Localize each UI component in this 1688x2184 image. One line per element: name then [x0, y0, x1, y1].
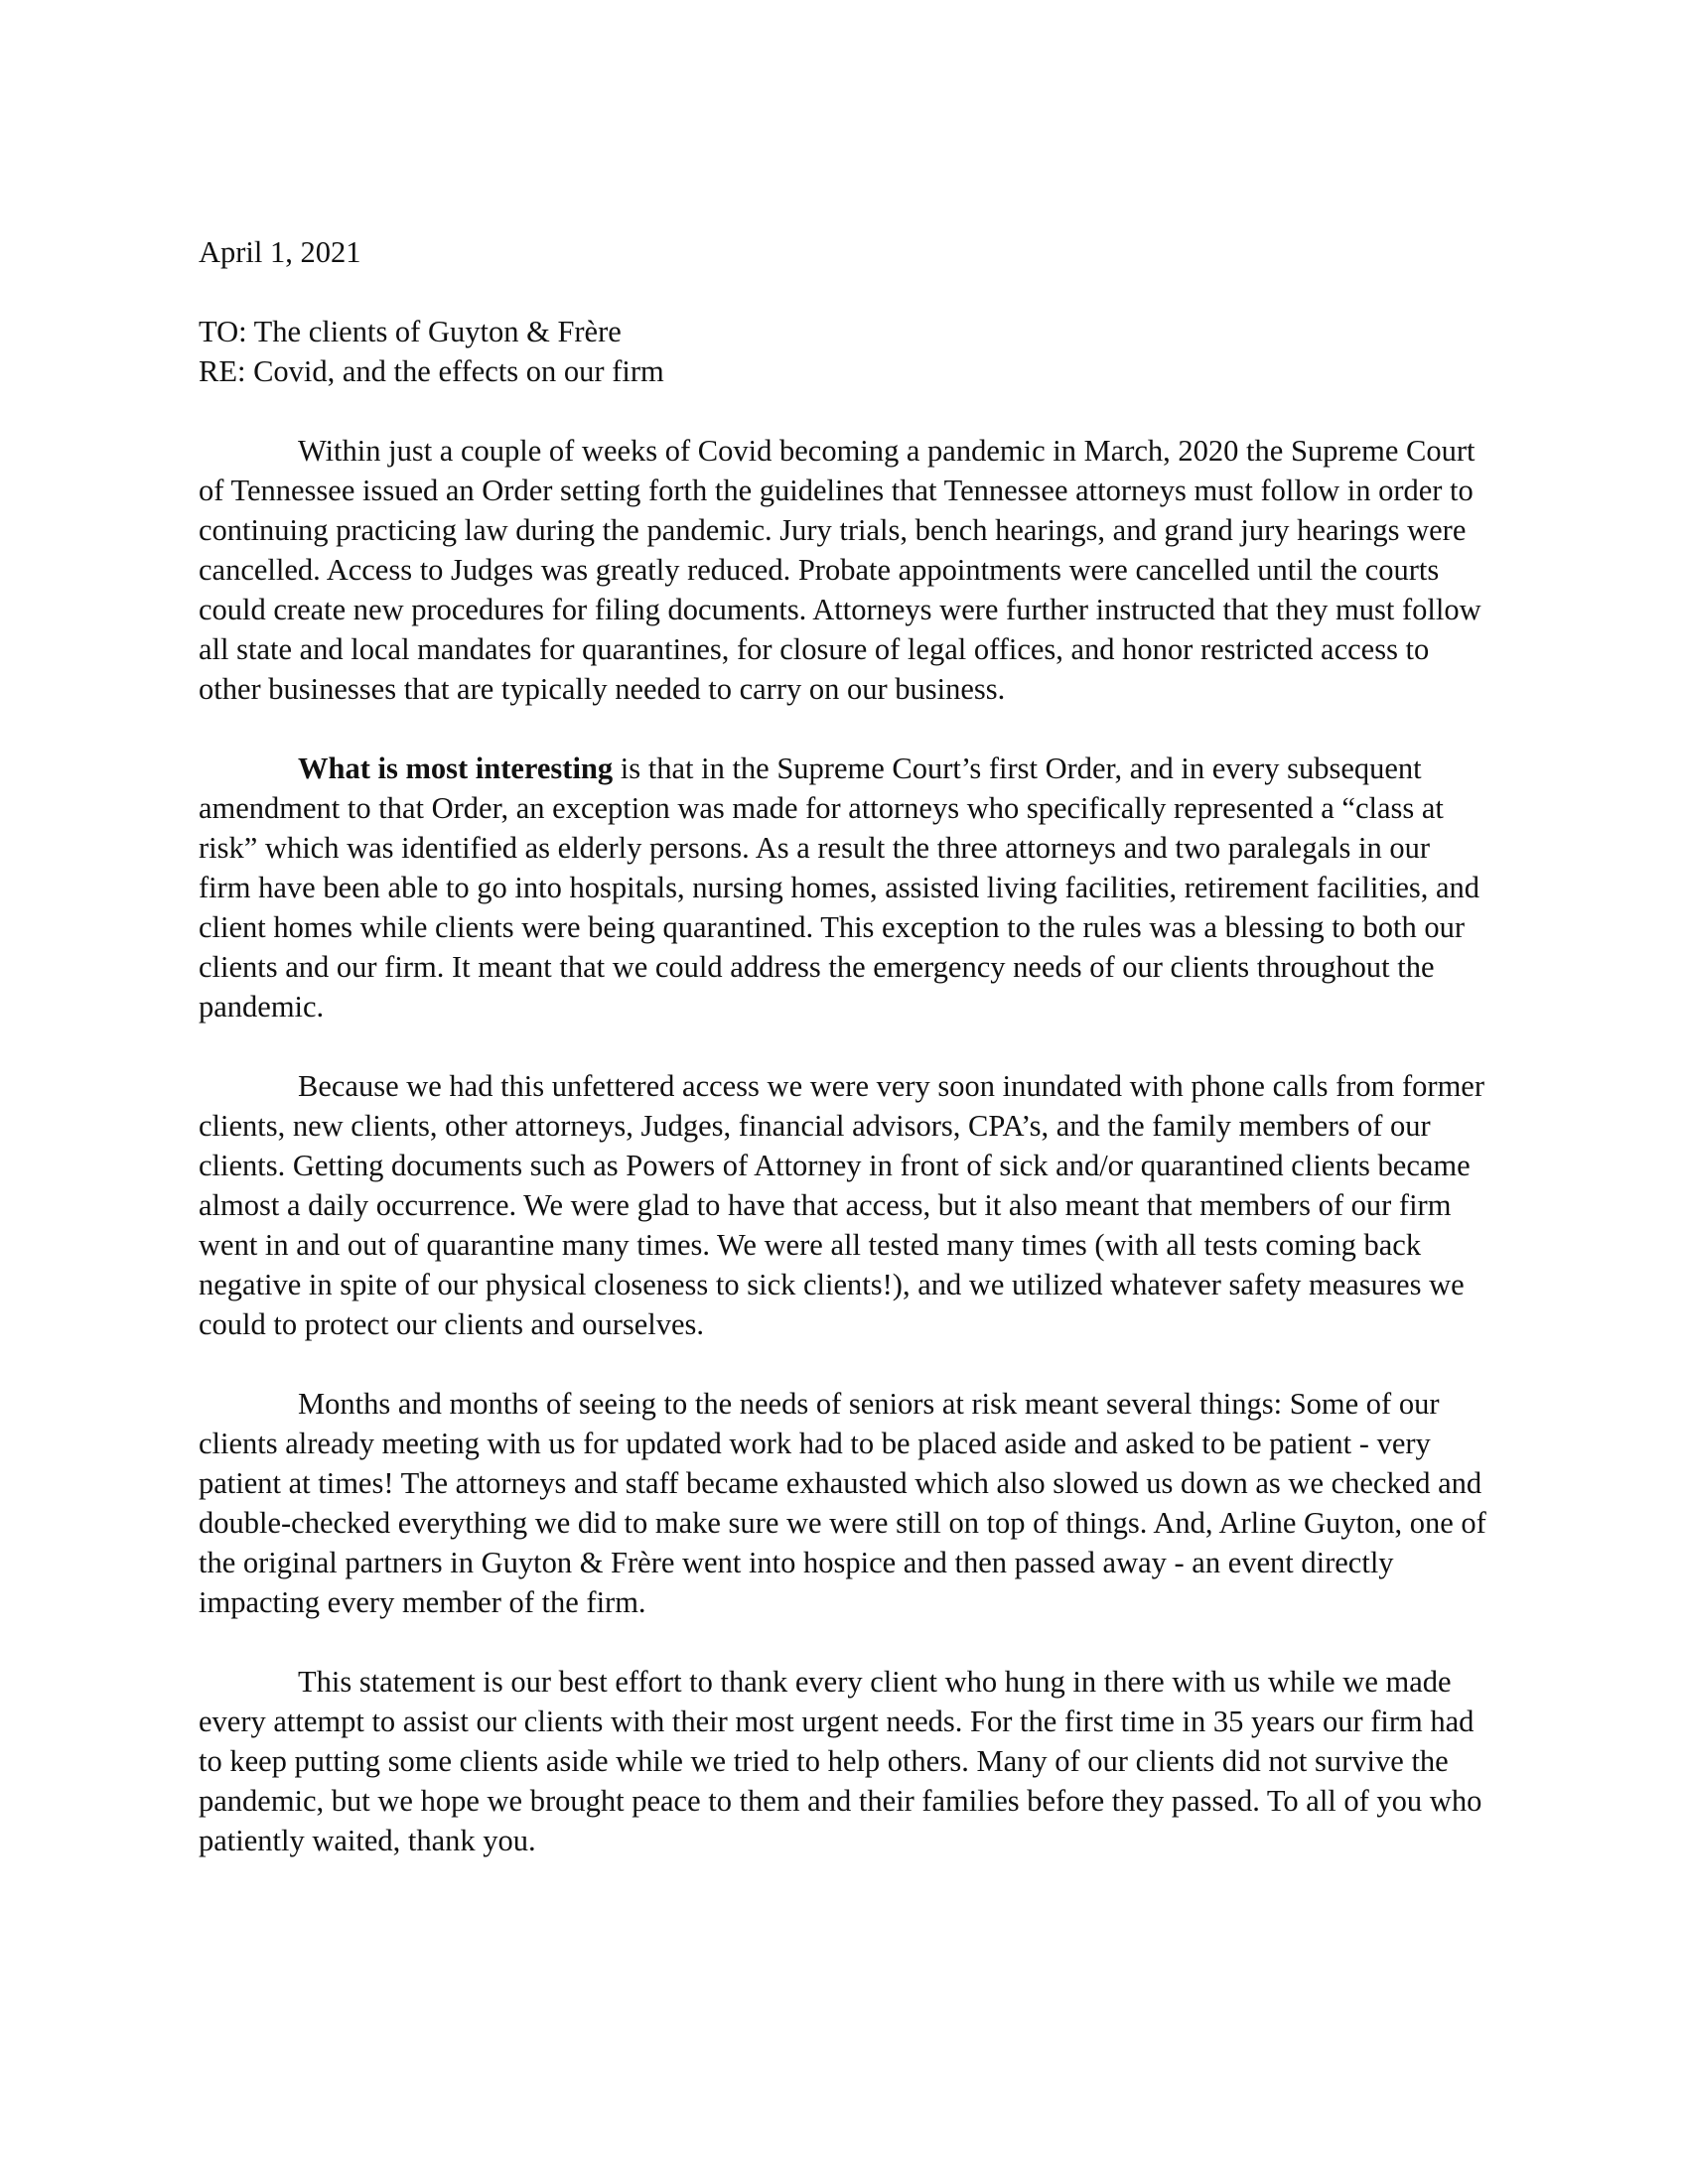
letter-headers — [199, 312, 1489, 391]
paragraph-exception — [199, 749, 1489, 1026]
paragraph-court-order — [199, 431, 1489, 709]
paragraph-lead: What is most interesting — [298, 751, 614, 785]
paragraph-text: This statement is our best effort to thank every client who hung in there with us while we made every attempt to assist our clients with their most urgent needs. For the first time in 35 years our firm had to keep putting some clients aside while we tried to help others. Many of our clients did not survive the pandemic, but we hope we brought peace to them and their families before they passed. To all of you who patiently waited, thank you. — [199, 1665, 1482, 1857]
paragraph-text: Months and months of seeing to the needs of seniors at risk meant several things: Some of our clients already meeting with us for updated work had to be placed aside and asked to be patient - very patient at times! The attorneys and staff became exhausted which also slowed us down as we checked and double-checked everything we did to make sure we were still on top of things. And, Arline Guyton, one of the original partners in Guyton & Frère went into hospice and then passed away - an event directly impacting every member of the firm. — [199, 1387, 1486, 1619]
paragraph-seniors — [199, 1384, 1489, 1622]
re-line: RE: Covid, and the effects on our firm — [199, 354, 664, 388]
paragraph-text: Because we had this unfettered access we were very soon inundated with phone calls from former clients, new clients, other attorneys, Judges, financial advisors, CPA’s, and the family members of our clients. Getting documents such as Powers of Attorney in front of sick and/or quarantined clients became almost a daily occurrence. We were glad to have that access, but it also meant that members of our firm went in and out of quarantine many times. We were all tested many times (with all tests coming back negative in spite of our physical closeness to sick clients!), and we utilized whatever safety measures we could to protect our clients and ourselves. — [199, 1069, 1484, 1341]
paragraph-text: Within just a couple of weeks of Covid becoming a pandemic in March, 2020 the Supreme Court of Tennessee issued an Order setting forth the guidelines that Tennessee attorneys must follow in order to continuing practicing law during the pandemic. Jury trials, bench hearings, and grand jury hearings were cancelled. Access to Judges was greatly reduced. Probate appointments were cancelled until the courts could create new procedures for filing documents. Attorneys were further instructed that they must follow all state and local mandates for quarantines, for closure of legal offices, and honor restricted access to other businesses that are typically needed to carry on our business. — [199, 434, 1481, 706]
paragraph-thanks — [199, 1662, 1489, 1860]
letter-body — [199, 232, 1489, 1900]
to-line: TO: The clients of Guyton & Frère — [199, 315, 622, 348]
paragraph-text: is that in the Supreme Court’s first Order, and in every subsequent amendment to that Order, an exception was made for attorneys who specifically represented a “class at risk” which was identified as elderly persons. As a result the three attorneys and two paralegals in our firm have been able to go into hospitals, nursing homes, assisted living facilities, retirement facilities, and client homes while clients were being quarantined. This exception to the rules was a blessing to both our clients and our firm. It meant that we could address the emergency needs of our clients throughout the pandemic. — [199, 751, 1480, 1024]
paragraph-access — [199, 1066, 1489, 1344]
letter-date: April 1, 2021 — [199, 235, 361, 269]
